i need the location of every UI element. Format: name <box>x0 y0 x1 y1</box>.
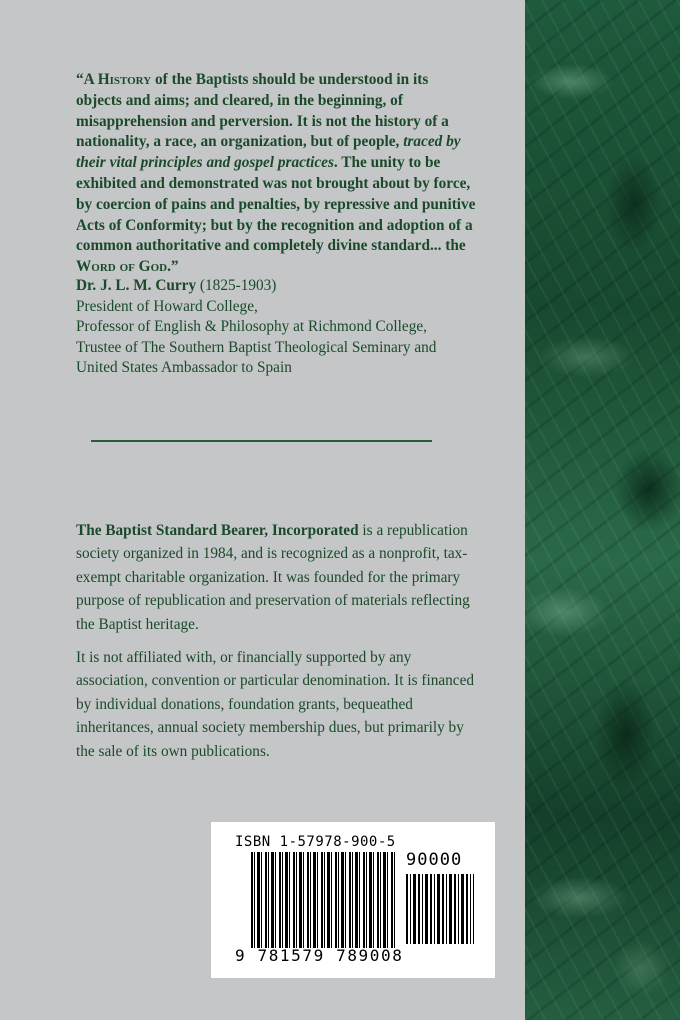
author-name: Dr. J. L. M. Curry <box>76 277 197 294</box>
quote-emphasis: traced by their vital principles and gospel practices <box>76 133 461 172</box>
author-years: (1825-1903) <box>196 277 277 294</box>
attribution-line: President of Howard College, <box>76 297 258 315</box>
publisher-paragraph-1: The Baptist Standard Bearer, Incorporated is a republication society organized in 1984, and is recognized as a nonprofit, tax-exempt charitable organization. It was founded for the primary purpose of republication and preservation of materials reflecting the Baptist heritage. <box>76 522 470 633</box>
price-code: 90000 <box>406 850 463 870</box>
green-marble-spine-panel <box>525 0 680 1020</box>
curry-quote: “A History of the Baptists should be understood in its objects and aims; and cleared, in the beginning, of misapprehension and perversion. It is not the history of a nationality, a race, an organization, but of people, traced by their vital principles and gospel practices. The unity to be exhibited and demonstrated was not brought about by force, by coercion of pains and penalties, by repressive and punitive Acts of Conformity; but by the recognition and adoption of a common authoritative and completely divine standard... the Word of God.” <box>76 71 476 276</box>
attribution-line: United States Ambassador to Spain <box>76 359 292 377</box>
quote-attribution <box>76 276 496 379</box>
isbn-barcode <box>211 822 495 978</box>
addon-barcode-bars <box>406 874 474 944</box>
attribution-line: Professor of English & Philosophy at Richmond College, <box>76 318 427 336</box>
attribution-line: Trustee of The Southern Baptist Theological Seminary and <box>76 338 437 356</box>
publisher-paragraph-2: It is not affiliated with, or financially supported by any association, convention or particular denomination. It is financed by individual donations, foundation grants, bequeathed inheritances, annual society membership dues, but primarily by the sale of its own publications. <box>76 649 475 760</box>
isbn-number: ISBN 1-57978-900-5 <box>235 834 396 850</box>
publisher-description <box>76 519 486 773</box>
publisher-name: The Baptist Standard Bearer, Incorporated <box>76 522 359 539</box>
ean-barcode-bars <box>251 852 396 948</box>
ean-number: 9 781579 789008 <box>235 946 404 965</box>
section-divider <box>91 440 432 442</box>
